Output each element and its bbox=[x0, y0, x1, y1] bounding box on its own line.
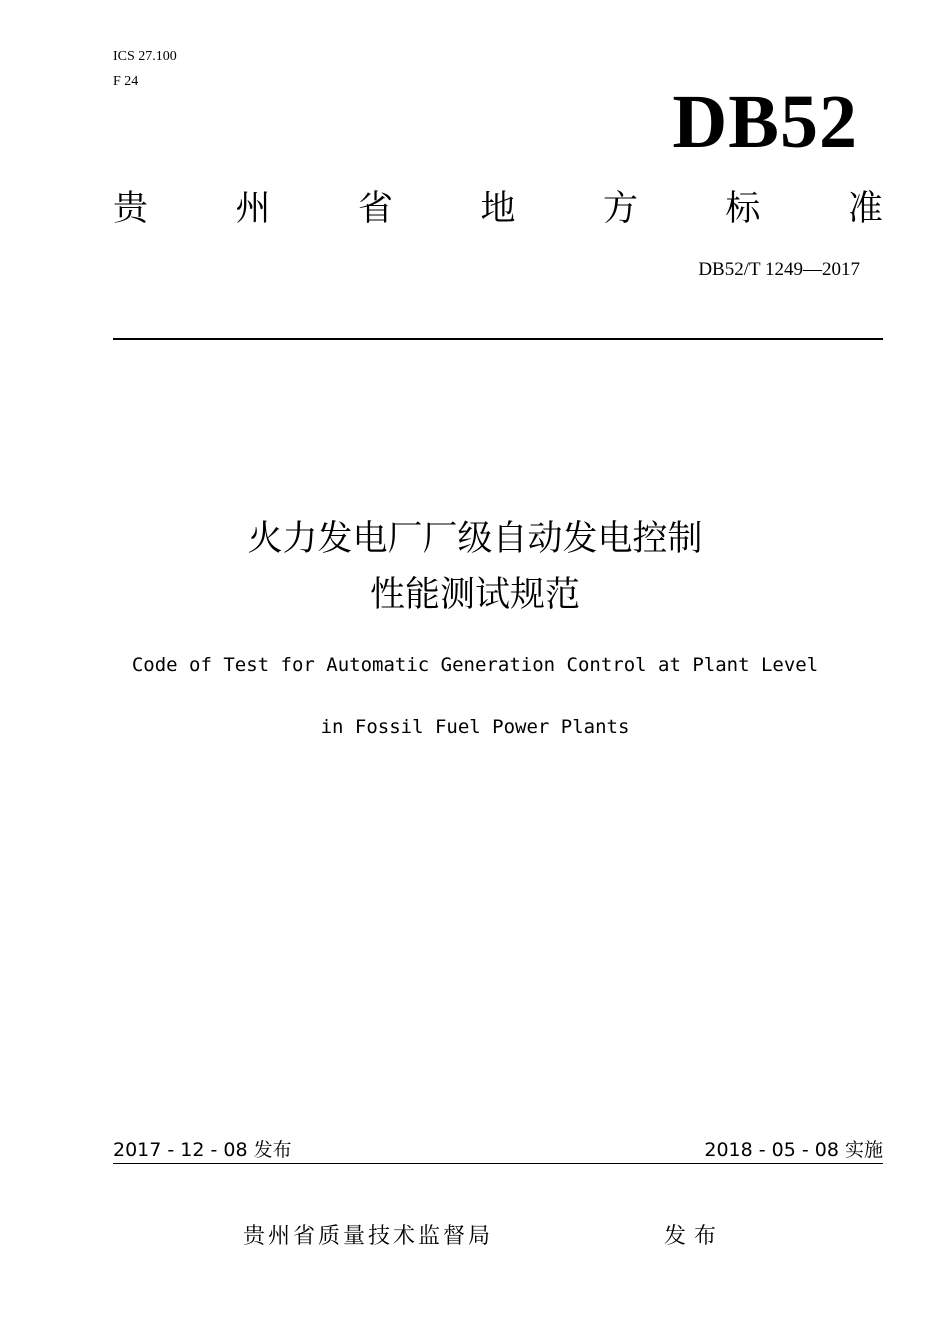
header-divider bbox=[113, 338, 883, 340]
standard-type-char: 贵 bbox=[113, 189, 149, 229]
title-english-line-1: Code of Test for Automatic Generation Control at Plant Level bbox=[131, 654, 819, 676]
ics-code: ICS 27.100 bbox=[113, 49, 177, 64]
title-english-line-2: in Fossil Fuel Power Plants bbox=[320, 716, 630, 738]
standard-type-char: 方 bbox=[602, 189, 638, 229]
classification-code: F 24 bbox=[113, 74, 139, 89]
publish-label: 发布 bbox=[664, 1224, 725, 1249]
standard-type-char: 标 bbox=[725, 189, 761, 229]
standard-type-char: 省 bbox=[357, 189, 393, 229]
standard-logo: DB52 bbox=[672, 80, 858, 164]
title-chinese-line-2: 性能测试规范 bbox=[369, 575, 580, 615]
standard-number: DB52/T 1249—2017 bbox=[698, 259, 860, 280]
publisher-name: 贵州省质量技术监督局 bbox=[243, 1224, 494, 1249]
footer-divider bbox=[113, 1163, 883, 1164]
standard-type-char: 地 bbox=[480, 189, 516, 229]
standard-type-heading bbox=[113, 184, 883, 234]
title-chinese-line-1: 火力发电厂厂级自动发电控制 bbox=[247, 519, 703, 559]
standard-type-char: 准 bbox=[847, 189, 883, 229]
standard-type-char: 州 bbox=[235, 189, 271, 229]
implementation-date: 2018 - 05 - 08 实施 bbox=[704, 1139, 883, 1161]
issue-date: 2017 - 12 - 08 发布 bbox=[113, 1139, 292, 1161]
